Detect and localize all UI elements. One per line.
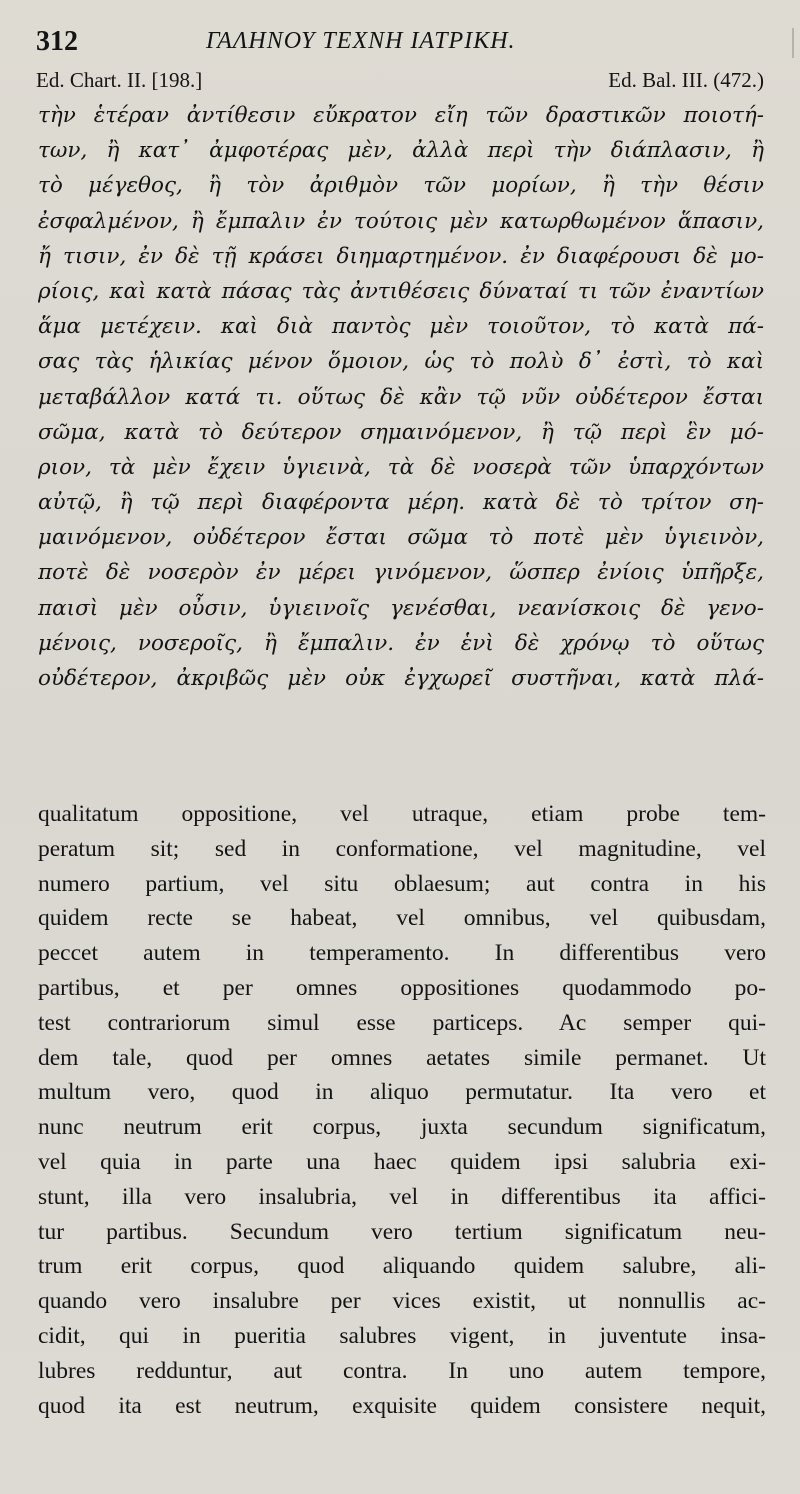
latin-line: peratum sit; sed in conformatione, vel magnitudine, vel <box>38 835 766 862</box>
latin-line: dem tale, quod per omnes aetates simile permanet. Ut <box>38 1044 766 1071</box>
latin-line: trum erit corpus, quod aliquando quidem salubre, ali- <box>38 1253 766 1280</box>
greek-line: μαινόμενον, οὐδέτερον ἔσται σῶμα τὸ ποτὲ μὲν ὑγιεινὸν, <box>38 525 764 551</box>
greek-line: σας τὰς ἡλικίας μένον ὅμοιον, ὡς τὸ πολὺ δ᾿ ἐστὶ, τὸ καὶ <box>38 349 764 375</box>
latin-line: quod ita est neutrum, exquisite quidem consistere nequit, <box>38 1392 766 1419</box>
latin-line: quidem recte se habeat, vel omnibus, vel quibusdam, <box>38 905 766 932</box>
page-edge-shadow <box>792 28 798 58</box>
greek-line: παισὶ μὲν οὖσιν, ὑγιεινοῖς γενέσθαι, νεανίσκοις δὲ γενο- <box>38 595 764 621</box>
latin-line: quando vero insalubre per vices existit, ut nonnullis ac- <box>38 1288 766 1315</box>
greek-line: μεταβάλλον κατά τι. οὕτως δὲ κἂν τῷ νῦν οὐδέτερον ἔσται <box>38 384 764 410</box>
latin-line: peccet autem in temperamento. In differentibus vero <box>38 940 766 967</box>
latin-line: stunt, illa vero insalubria, vel in differentibus ita affici- <box>38 1183 766 1210</box>
latin-line: vel quia in parte una haec quidem ipsi salubria exi- <box>38 1148 766 1175</box>
greek-line: των, ἢ κατ᾿ ἀμφοτέρας μὲν, ἀλλὰ περὶ τὴν διάπλασιν, ἢ <box>38 138 764 164</box>
greek-line: ρίοις, καὶ κατὰ πάσας τὰς ἀντιθέσεις δύναταί τι τῶν ἐναντίων <box>38 278 764 304</box>
greek-line: μένοις, νοσεροῖς, ἢ ἔμπαλιν. ἐν ἑνὶ δὲ χρόνῳ τὸ οὕτως <box>38 630 764 656</box>
greek-line: οὐδέτερον, ἀκριβῶς μὲν οὐκ ἐγχωρεῖ συστῆναι, κατὰ πλά- <box>38 666 764 691</box>
latin-line: numero partium, vel situ oblaesum; aut contra in his <box>38 870 766 897</box>
greek-line: ποτὲ δὲ νοσερὸν ἐν μέρει γινόμενον, ὥσπερ ἐνίοις ὑπῆρξε, <box>38 560 764 586</box>
latin-text-block <box>38 797 766 1423</box>
latin-line: nunc neutrum erit corpus, juxta secundum significatum, <box>38 1114 766 1141</box>
running-title: ΓΑΛΗΝΟΥ ΤΕΧΝΗ ΙΑΤΡΙΚΗ. <box>206 28 516 54</box>
page-header <box>36 26 766 66</box>
greek-line: τὴν ἑτέραν ἀντίθεσιν εὔκρατον εἴη τῶν δραστικῶν ποιοτή- <box>38 103 764 128</box>
greek-line: ἤ τισιν, ἐν δὲ τῇ κράσει διημαρτημένον. ἐν διαφέρουσι δὲ μο- <box>38 243 764 269</box>
latin-line: partibus, et per omnes oppositiones quodammodo po- <box>38 974 766 1001</box>
latin-line: tur partibus. Secundum vero tertium significatum neu- <box>38 1218 766 1245</box>
edition-reference-right: Ed. Bal. III. (472.) <box>608 68 764 92</box>
latin-line: lubres redduntur, aut contra. In uno autem tempore, <box>38 1357 766 1384</box>
latin-line: test contrariorum simul esse particeps. Ac semper qui- <box>38 1009 766 1036</box>
page-number: 312 <box>36 26 78 57</box>
greek-line: ἅμα μετέχειν. καὶ διὰ παντὸς μὲν τοιοῦτον, τὸ κατὰ πά- <box>38 314 764 340</box>
latin-line: cidit, qui in pueritia salubres vigent, in juventute insa- <box>38 1322 766 1349</box>
edition-references <box>36 68 764 96</box>
greek-line: τὸ μέγεθος, ἢ τὸν ἀριθμὸν τῶν μορίων, ἢ τὴν θέσιν <box>38 173 764 199</box>
greek-line: ἐσφαλμένον, ἢ ἔμπαλιν ἐν τούτοις μὲν κατωρθωμένον ἅπασιν, <box>38 208 764 234</box>
greek-line: ριον, τὰ μὲν ἔχειν ὑγιεινὰ, τὰ δὲ νοσερὰ τῶν ὑπαρχόντων <box>38 454 764 480</box>
latin-line: multum vero, quod in aliquo permutatur. Ita vero et <box>38 1079 766 1106</box>
edition-reference-left: Ed. Chart. II. [198.] <box>36 68 203 92</box>
greek-line: σῶμα, κατὰ τὸ δεύτερον σημαινόμενον, ἢ τῷ περὶ ἓν μό- <box>38 419 764 445</box>
greek-text-block <box>38 98 764 696</box>
greek-line: αὐτῷ, ἢ τῷ περὶ διαφέροντα μέρη. κατὰ δὲ τὸ τρίτον ση- <box>38 490 764 516</box>
latin-line: qualitatum oppositione, vel utraque, etiam probe tem- <box>38 801 766 827</box>
